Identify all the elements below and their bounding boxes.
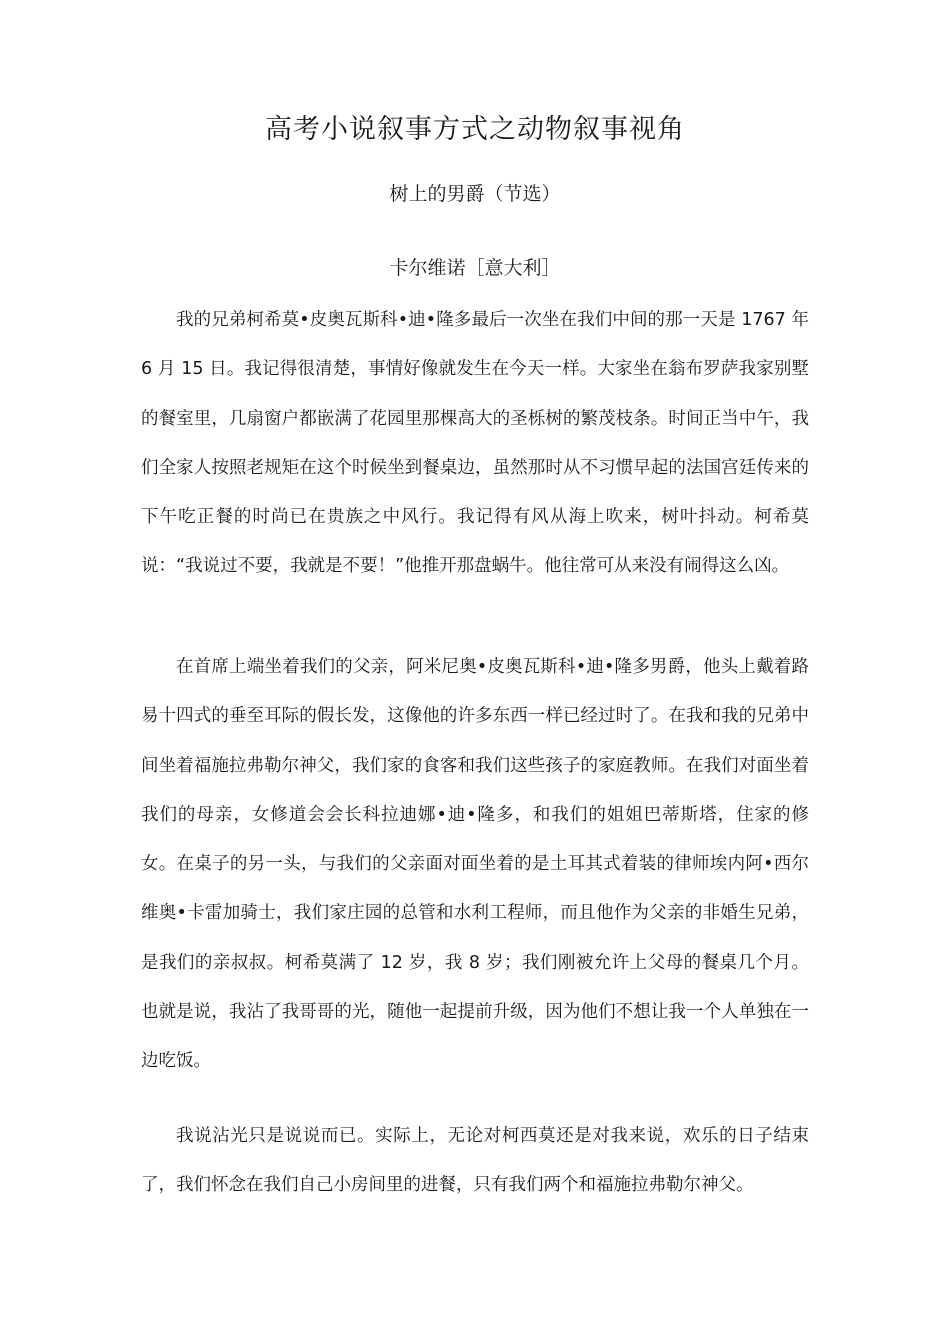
author-line: 卡尔维诺［意大利］ (389, 257, 561, 279)
body-paragraph: 我说沾光只是说说而已。实际上，无论对柯西莫还是对我来说，欢乐的日子结束了，我们怀念在我们自己小房间里的进餐，只有我们两个和福施拉弗勒尔神父。 (141, 1126, 809, 1196)
page-title: 高考小说叙事方式之动物叙事视角 (265, 114, 685, 145)
body-paragraph: 在首席上端坐着我们的父亲，阿米尼奥•皮奥瓦斯科•迪•隆多男爵，他头上戴着路易十四式的垂至耳际的假长发，这像他的许多东西一样已经过时了。在我和我的兄弟中间坐着福施拉弗勒尔神父，我们家的食客和我们这些孩子的家庭教师。在我们对面坐着我们的母亲，女修道会会长科拉迪娜•迪•隆多，和我们的姐姐巴蒂斯塔，住家的修女。在桌子的另一头，与我们的父亲面对面坐着的是土耳其式着装的律师埃内阿•西尔维奥•卡雷加骑士，我们家庄园的总管和水利工程师，而且他作为父亲的非婚生兄弟，是我们的亲叔叔。柯希莫满了 12 岁，我 8 岁；我们刚被允许上父母的餐桌几个月。也就是说，我沾了我哥哥的光，随他一起提前升级，因为他们不想让我一个人单独在一边吃饭。 (141, 657, 809, 1072)
page-subtitle: 树上的男爵（节选） (389, 183, 561, 205)
body-paragraph: 我的兄弟柯希莫•皮奥瓦斯科•迪•隆多最后一次坐在我们中间的那一天是 1767 年 6 月 15 日。我记得很清楚，事情好像就发生在今天一样。大家坐在翁布罗萨我家别墅的餐室里，几扇窗户都嵌满了花园里那棵高大的圣栎树的繁茂枝条。时间正当中午，我们全家人按照老规矩在这个时候坐到餐桌边，虽然那时从不习惯早起的法国宫廷传来的下午吃正餐的时尚已在贵族之中风行。我记得有风从海上吹来，树叶抖动。柯希莫说：“我说过不要，我就是不要！”他推开那盘蜗牛。他往常可从来没有闹得这么凶。 (141, 310, 809, 577)
